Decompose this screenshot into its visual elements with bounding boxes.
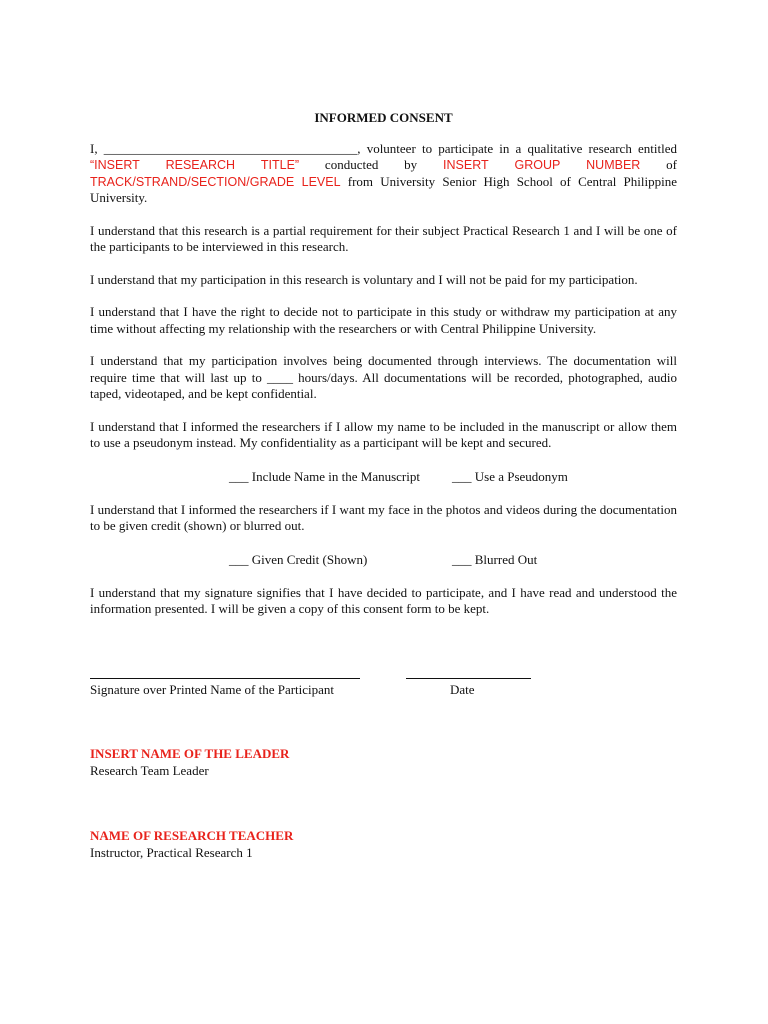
participant-signature-line: [90, 678, 360, 679]
paragraph-name-consent: I understand that I informed the researchers if I allow my name to be included in the manuscript or allow them to use a pseudonym instead. My confidentiality as a participant will be kept and secured.: [90, 418, 677, 450]
research-title-placeholder: “INSERT RESEARCH TITLE”: [90, 158, 300, 172]
leader-name-placeholder: INSERT NAME OF THE LEADER: [90, 746, 290, 761]
date-label: Date: [450, 682, 475, 697]
leader-role: Research Team Leader: [90, 762, 209, 778]
paragraph-documentation: I understand that my participation involves being documented through interviews. The documentation will require time that will last up to ____ hours/days. All documentations will be recorded, photographed, audio taped, videotaped, and be kept confidential.: [90, 353, 677, 401]
group-number-placeholder: INSERT GROUP NUMBER: [443, 158, 641, 172]
teacher-block: [90, 828, 293, 861]
paragraph-signature: I understand that my signature signifies that I have decided to participate, and I have read and understood the information presented. I will be given a copy of this consent form to be kept.: [90, 584, 677, 616]
pseudonym-option: ___ Use a Pseudonym: [452, 468, 568, 484]
intro-conducted-by: conducted by: [299, 157, 444, 172]
intro-after-blank: , volunteer to participate in a qualitative research entitled: [357, 140, 677, 156]
leader-block: [90, 746, 289, 779]
intro-paragraph: [90, 141, 677, 207]
participant-signature-label: Signature over Printed Name of the Participant: [90, 682, 335, 697]
teacher-role: Instructor, Practical Research 1: [90, 844, 253, 860]
given-credit-option: ___ Given Credit (Shown): [229, 551, 368, 567]
signature-block: [90, 662, 680, 712]
consent-body: [90, 110, 677, 634]
paragraph-withdraw: I understand that I have the right to decide not to participate in this study or withdraw my participation at any time without affecting my relationship with the researchers or with Central Philippine University.: [90, 304, 677, 336]
photo-choice-row: [90, 552, 677, 568]
intro-school: from University Senior High School of Central Philippine University.: [90, 173, 677, 205]
page-title: INFORMED CONSENT: [314, 110, 453, 125]
track-placeholder: TRACK/STRAND/SECTION/GRADE LEVEL: [90, 174, 341, 189]
intro-of: of: [640, 157, 677, 172]
intro-lead: I,: [90, 140, 104, 156]
paragraph-voluntary: I understand that my participation in this research is voluntary and I will not be paid for my participation.: [90, 271, 638, 287]
paragraph-photo-consent: I understand that I informed the researchers if I want my face in the photos and videos during the documentation to be given credit (shown) or blurred out.: [90, 501, 677, 533]
include-name-option: ___ Include Name in the Manuscript: [229, 468, 420, 484]
paragraph-requirement: I understand that this research is a partial requirement for their subject Practical Research 1 and I will be one of the participants to be interviewed in this research.: [90, 222, 677, 254]
name-choice-row: [90, 469, 677, 485]
date-line: [406, 678, 531, 679]
teacher-name-placeholder: NAME OF RESEARCH TEACHER: [90, 828, 294, 843]
blurred-out-option: ___ Blurred Out: [452, 551, 538, 567]
participant-name-blank: _______________________________________: [103, 140, 358, 156]
